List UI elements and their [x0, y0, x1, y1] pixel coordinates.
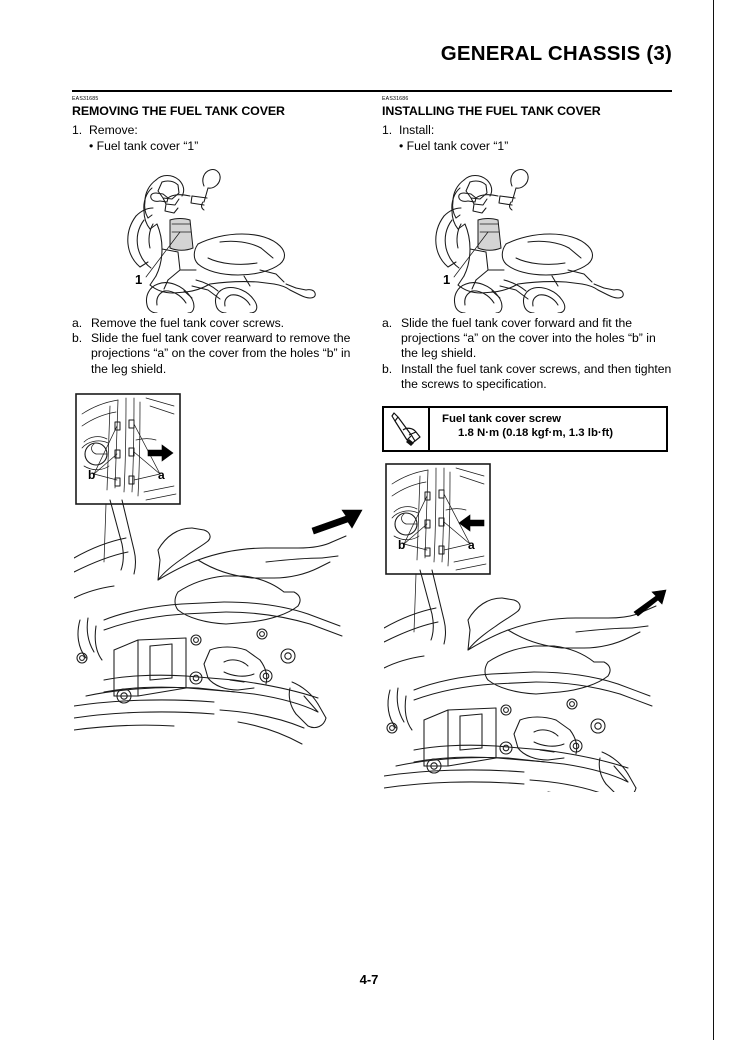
list-item — [382, 362, 672, 392]
torque-spec-value: 1.8 N·m (0.18 kgf·m, 1.3 lb·ft) — [458, 427, 614, 439]
leg-shield-frame-drawing — [384, 462, 680, 792]
left-frame-figure — [74, 392, 370, 792]
right-frame-figure — [384, 462, 680, 792]
left-inset-detail — [76, 394, 180, 504]
left-inset-mark-a: a — [158, 468, 165, 482]
left-inset-mark-b: b — [88, 468, 96, 482]
left-step-line — [72, 122, 362, 138]
left-scooter-figure — [100, 158, 330, 313]
right-scooter-figure — [408, 158, 638, 313]
right-bullet-item: • Fuel tank cover “1” — [399, 139, 509, 153]
right-step-line — [382, 122, 672, 138]
left-substep-list — [72, 316, 362, 377]
substep-text: Slide the fuel tank cover forward and fit the projections “a” on the cover into the holes “b” in the leg shield. — [401, 316, 656, 361]
torque-wrench-glyph — [389, 410, 423, 448]
left-section-title: REMOVING THE FUEL TANK COVER — [72, 104, 285, 118]
substep-text: Remove the fuel tank cover screws. — [91, 316, 285, 330]
left-column — [72, 96, 362, 154]
right-eas-code: EAS31686 — [382, 96, 409, 102]
left-step-number: 1. — [72, 123, 83, 137]
list-item — [72, 331, 362, 377]
substep-text: Slide the fuel tank cover rearward to remove the projections “a” on the cover from the holes “b” in the leg shield. — [91, 331, 351, 376]
torque-spec-box — [382, 406, 668, 452]
left-bullet-item: • Fuel tank cover “1” — [89, 139, 199, 153]
right-inset-mark-a: a — [468, 538, 475, 552]
left-step-label: Remove: — [89, 123, 138, 137]
torque-table — [382, 406, 668, 452]
torque-wrench-icon — [384, 408, 430, 450]
substep-text: Install the fuel tank cover screws, and then tighten the screws to specification. — [401, 361, 672, 391]
substep-label: a. — [72, 316, 83, 330]
left-substeps — [72, 316, 362, 377]
right-substep-list — [382, 316, 672, 392]
list-item — [72, 316, 362, 331]
leg-shield-frame-drawing — [74, 392, 370, 792]
list-item — [382, 316, 672, 362]
substep-label: b. — [72, 331, 83, 346]
right-step-number: 1. — [382, 123, 393, 137]
torque-text-block — [430, 408, 666, 450]
right-inset-detail — [386, 464, 490, 574]
header-divider-rule — [72, 90, 672, 92]
right-column — [382, 96, 672, 154]
page-number: 4-7 — [359, 972, 379, 987]
torque-spec-name: Fuel tank cover screw — [442, 413, 562, 425]
right-substeps — [382, 316, 672, 392]
right-inset-mark-b: b — [398, 538, 406, 552]
left-callout-1-label: 1 — [135, 272, 143, 287]
scooter-line-drawing — [100, 158, 330, 313]
substep-label: a. — [382, 316, 393, 330]
scan-edge-line — [713, 0, 714, 1040]
substep-label: b. — [382, 361, 393, 376]
right-callout-1-label: 1 — [443, 272, 451, 287]
left-eas-code: EAS31685 — [72, 96, 99, 102]
right-step-label: Install: — [399, 123, 435, 137]
right-section-title: INSTALLING THE FUEL TANK COVER — [382, 104, 601, 118]
page-header-title: GENERAL CHASSIS (3) — [440, 42, 672, 65]
scooter-line-drawing — [408, 158, 638, 313]
